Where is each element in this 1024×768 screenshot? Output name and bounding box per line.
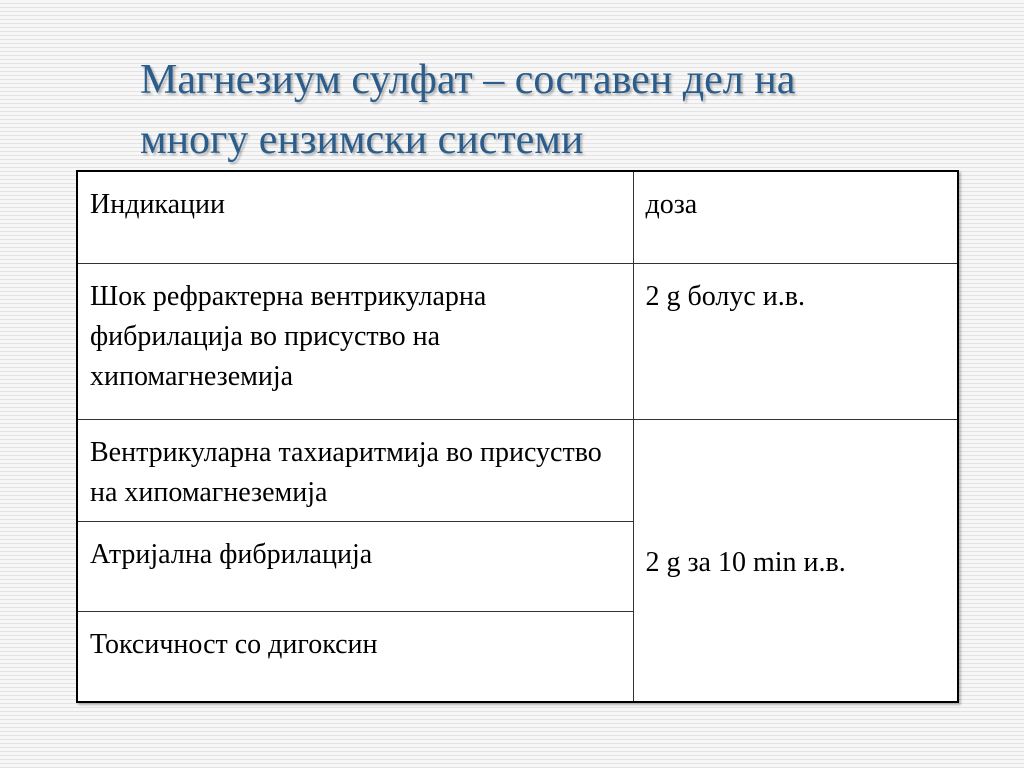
dose-cell: 2 g болус и.в. xyxy=(633,263,958,419)
table-row xyxy=(77,419,958,521)
slide-title-line-1: Магнезиум сулфат – составен дел на xyxy=(140,57,796,103)
header-indications-cell: Индикации xyxy=(77,171,633,263)
indication-cell: Атријална фибрилација xyxy=(77,521,633,611)
slide-title-line-2: многу ензимски системи xyxy=(140,117,584,163)
indication-cell: Вентрикуларна тахиаритмија во присуство на хипомагнеземија xyxy=(77,419,633,521)
indication-cell: Токсичност со дигоксин xyxy=(77,611,633,702)
table-header-row xyxy=(77,171,958,263)
slide-title xyxy=(140,50,1000,170)
indication-cell: Шок рефрактерна вентрикуларна фибрилација во присуство на хипомагнеземија xyxy=(77,263,633,419)
table-row xyxy=(77,263,958,419)
indications-dose-table xyxy=(76,170,959,703)
header-dose-cell: доза xyxy=(633,171,958,263)
dose-cell-merged: 2 g за 10 min и.в. xyxy=(633,419,958,702)
